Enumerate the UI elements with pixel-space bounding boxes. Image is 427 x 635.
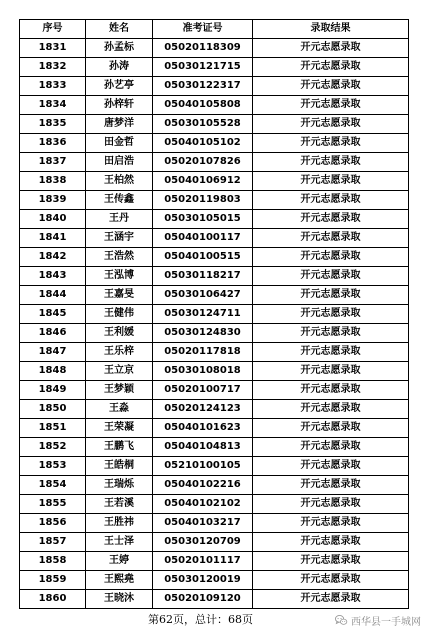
- header-exam-id: 准考证号: [153, 20, 253, 39]
- cell-name: 田启浩: [86, 153, 153, 172]
- cell-exam-id: 05210100105: [153, 457, 253, 476]
- cell-seq: 1836: [20, 134, 86, 153]
- table-row: [20, 381, 409, 400]
- cell-result: 开元志愿录取: [253, 476, 409, 495]
- cell-name: 王传鑫: [86, 191, 153, 210]
- cell-result: 开元志愿录取: [253, 457, 409, 476]
- cell-exam-id: 05020117818: [153, 343, 253, 362]
- cell-name: 王利媛: [86, 324, 153, 343]
- cell-result: 开元志愿录取: [253, 590, 409, 609]
- cell-exam-id: 05030106427: [153, 286, 253, 305]
- cell-seq: 1846: [20, 324, 86, 343]
- cell-name: 王立京: [86, 362, 153, 381]
- cell-exam-id: 05030124711: [153, 305, 253, 324]
- admission-table: [19, 19, 409, 609]
- table-row: [20, 39, 409, 58]
- cell-result: 开元志愿录取: [253, 172, 409, 191]
- cell-name: 王健伟: [86, 305, 153, 324]
- cell-result: 开元志愿录取: [253, 134, 409, 153]
- cell-seq: 1844: [20, 286, 86, 305]
- cell-exam-id: 05020101117: [153, 552, 253, 571]
- cell-exam-id: 05030118217: [153, 267, 253, 286]
- cell-exam-id: 05030105015: [153, 210, 253, 229]
- cell-result: 开元志愿录取: [253, 96, 409, 115]
- cell-name: 王浩然: [86, 248, 153, 267]
- cell-seq: 1831: [20, 39, 86, 58]
- table-row: [20, 267, 409, 286]
- wechat-icon: [334, 613, 348, 627]
- table-row: [20, 476, 409, 495]
- table-row: [20, 172, 409, 191]
- cell-exam-id: 05040102102: [153, 495, 253, 514]
- cell-seq: 1848: [20, 362, 86, 381]
- cell-seq: 1854: [20, 476, 86, 495]
- cell-name: 王熙堯: [86, 571, 153, 590]
- cell-name: 王荣凝: [86, 419, 153, 438]
- table-row: [20, 552, 409, 571]
- table-row: [20, 77, 409, 96]
- cell-name: 王乐梓: [86, 343, 153, 362]
- cell-name: 王婷: [86, 552, 153, 571]
- table-row: [20, 324, 409, 343]
- table-row: [20, 419, 409, 438]
- cell-exam-id: 05020118309: [153, 39, 253, 58]
- table-row: [20, 571, 409, 590]
- cell-name: 王梦颖: [86, 381, 153, 400]
- cell-exam-id: 05020109120: [153, 590, 253, 609]
- cell-result: 开元志愿录取: [253, 248, 409, 267]
- cell-seq: 1850: [20, 400, 86, 419]
- cell-result: 开元志愿录取: [253, 58, 409, 77]
- table-header-row: [20, 20, 409, 39]
- table-row: [20, 362, 409, 381]
- table-row: [20, 134, 409, 153]
- cell-result: 开元志愿录取: [253, 571, 409, 590]
- cell-name: 王涵宇: [86, 229, 153, 248]
- header-name: 姓名: [86, 20, 153, 39]
- cell-result: 开元志愿录取: [253, 438, 409, 457]
- cell-exam-id: 05040100515: [153, 248, 253, 267]
- cell-name: 王淼: [86, 400, 153, 419]
- cell-name: 王丹: [86, 210, 153, 229]
- cell-result: 开元志愿录取: [253, 381, 409, 400]
- cell-result: 开元志愿录取: [253, 210, 409, 229]
- table-row: [20, 153, 409, 172]
- cell-exam-id: 05030121715: [153, 58, 253, 77]
- cell-result: 开元志愿录取: [253, 39, 409, 58]
- cell-name: 唐梦洋: [86, 115, 153, 134]
- cell-seq: 1852: [20, 438, 86, 457]
- cell-name: 孙孟标: [86, 39, 153, 58]
- cell-name: 王嘉旻: [86, 286, 153, 305]
- cell-result: 开元志愿录取: [253, 343, 409, 362]
- cell-exam-id: 05040105808: [153, 96, 253, 115]
- cell-name: 王若溪: [86, 495, 153, 514]
- cell-seq: 1856: [20, 514, 86, 533]
- cell-exam-id: 05030105528: [153, 115, 253, 134]
- cell-exam-id: 05040105102: [153, 134, 253, 153]
- cell-result: 开元志愿录取: [253, 77, 409, 96]
- cell-seq: 1839: [20, 191, 86, 210]
- cell-exam-id: 05040106912: [153, 172, 253, 191]
- cell-seq: 1851: [20, 419, 86, 438]
- cell-exam-id: 05040102216: [153, 476, 253, 495]
- cell-result: 开元志愿录取: [253, 552, 409, 571]
- cell-exam-id: 05020124123: [153, 400, 253, 419]
- cell-name: 王士泽: [86, 533, 153, 552]
- cell-seq: 1845: [20, 305, 86, 324]
- table-row: [20, 457, 409, 476]
- table-row: [20, 514, 409, 533]
- table-row: [20, 438, 409, 457]
- cell-result: 开元志愿录取: [253, 514, 409, 533]
- cell-name: 孙梓轩: [86, 96, 153, 115]
- cell-seq: 1843: [20, 267, 86, 286]
- cell-exam-id: 05020100717: [153, 381, 253, 400]
- cell-result: 开元志愿录取: [253, 419, 409, 438]
- cell-seq: 1840: [20, 210, 86, 229]
- table-row: [20, 248, 409, 267]
- table-row: [20, 495, 409, 514]
- cell-name: 王晓沐: [86, 590, 153, 609]
- table-row: [20, 305, 409, 324]
- cell-seq: 1860: [20, 590, 86, 609]
- cell-result: 开元志愿录取: [253, 267, 409, 286]
- cell-name: 田金哲: [86, 134, 153, 153]
- cell-result: 开元志愿录取: [253, 324, 409, 343]
- table-row: [20, 286, 409, 305]
- cell-name: 王泓博: [86, 267, 153, 286]
- cell-name: 王胜祎: [86, 514, 153, 533]
- cell-seq: 1859: [20, 571, 86, 590]
- cell-name: 王瑞烁: [86, 476, 153, 495]
- cell-exam-id: 05030120019: [153, 571, 253, 590]
- table-row: [20, 115, 409, 134]
- table-row: [20, 191, 409, 210]
- header-result: 录取结果: [253, 20, 409, 39]
- cell-name: 孙涛: [86, 58, 153, 77]
- cell-seq: 1857: [20, 533, 86, 552]
- cell-seq: 1832: [20, 58, 86, 77]
- cell-exam-id: 05030122317: [153, 77, 253, 96]
- cell-exam-id: 05040101623: [153, 419, 253, 438]
- admission-table-wrapper: [19, 19, 408, 609]
- table-row: [20, 400, 409, 419]
- watermark: [334, 611, 421, 629]
- cell-exam-id: 05040104813: [153, 438, 253, 457]
- cell-result: 开元志愿录取: [253, 533, 409, 552]
- table-row: [20, 58, 409, 77]
- cell-name: 孙艺亭: [86, 77, 153, 96]
- cell-result: 开元志愿录取: [253, 400, 409, 419]
- table-row: [20, 590, 409, 609]
- cell-result: 开元志愿录取: [253, 229, 409, 248]
- cell-seq: 1835: [20, 115, 86, 134]
- cell-result: 开元志愿录取: [253, 495, 409, 514]
- cell-name: 王鹏飞: [86, 438, 153, 457]
- cell-seq: 1855: [20, 495, 86, 514]
- cell-seq: 1842: [20, 248, 86, 267]
- cell-name: 王柏然: [86, 172, 153, 191]
- table-row: [20, 533, 409, 552]
- cell-seq: 1858: [20, 552, 86, 571]
- table-row: [20, 210, 409, 229]
- cell-seq: 1838: [20, 172, 86, 191]
- cell-seq: 1853: [20, 457, 86, 476]
- table-row: [20, 343, 409, 362]
- header-seq: 序号: [20, 20, 86, 39]
- cell-result: 开元志愿录取: [253, 153, 409, 172]
- cell-seq: 1849: [20, 381, 86, 400]
- cell-seq: 1834: [20, 96, 86, 115]
- table-body: [20, 39, 409, 609]
- table-row: [20, 96, 409, 115]
- cell-result: 开元志愿录取: [253, 286, 409, 305]
- table-row: [20, 229, 409, 248]
- cell-exam-id: 05040100117: [153, 229, 253, 248]
- cell-seq: 1841: [20, 229, 86, 248]
- cell-name: 王皓桐: [86, 457, 153, 476]
- cell-result: 开元志愿录取: [253, 115, 409, 134]
- cell-result: 开元志愿录取: [253, 362, 409, 381]
- page-footer: [0, 611, 427, 631]
- cell-result: 开元志愿录取: [253, 305, 409, 324]
- cell-exam-id: 05040103217: [153, 514, 253, 533]
- cell-exam-id: 05020107826: [153, 153, 253, 172]
- page-info: 第62页，总计：68页: [148, 613, 253, 626]
- cell-exam-id: 05030108018: [153, 362, 253, 381]
- cell-seq: 1837: [20, 153, 86, 172]
- cell-seq: 1833: [20, 77, 86, 96]
- watermark-text: 西华县一手城网: [351, 616, 421, 628]
- cell-exam-id: 05020119803: [153, 191, 253, 210]
- cell-exam-id: 05030124830: [153, 324, 253, 343]
- cell-exam-id: 05030120709: [153, 533, 253, 552]
- cell-result: 开元志愿录取: [253, 191, 409, 210]
- cell-seq: 1847: [20, 343, 86, 362]
